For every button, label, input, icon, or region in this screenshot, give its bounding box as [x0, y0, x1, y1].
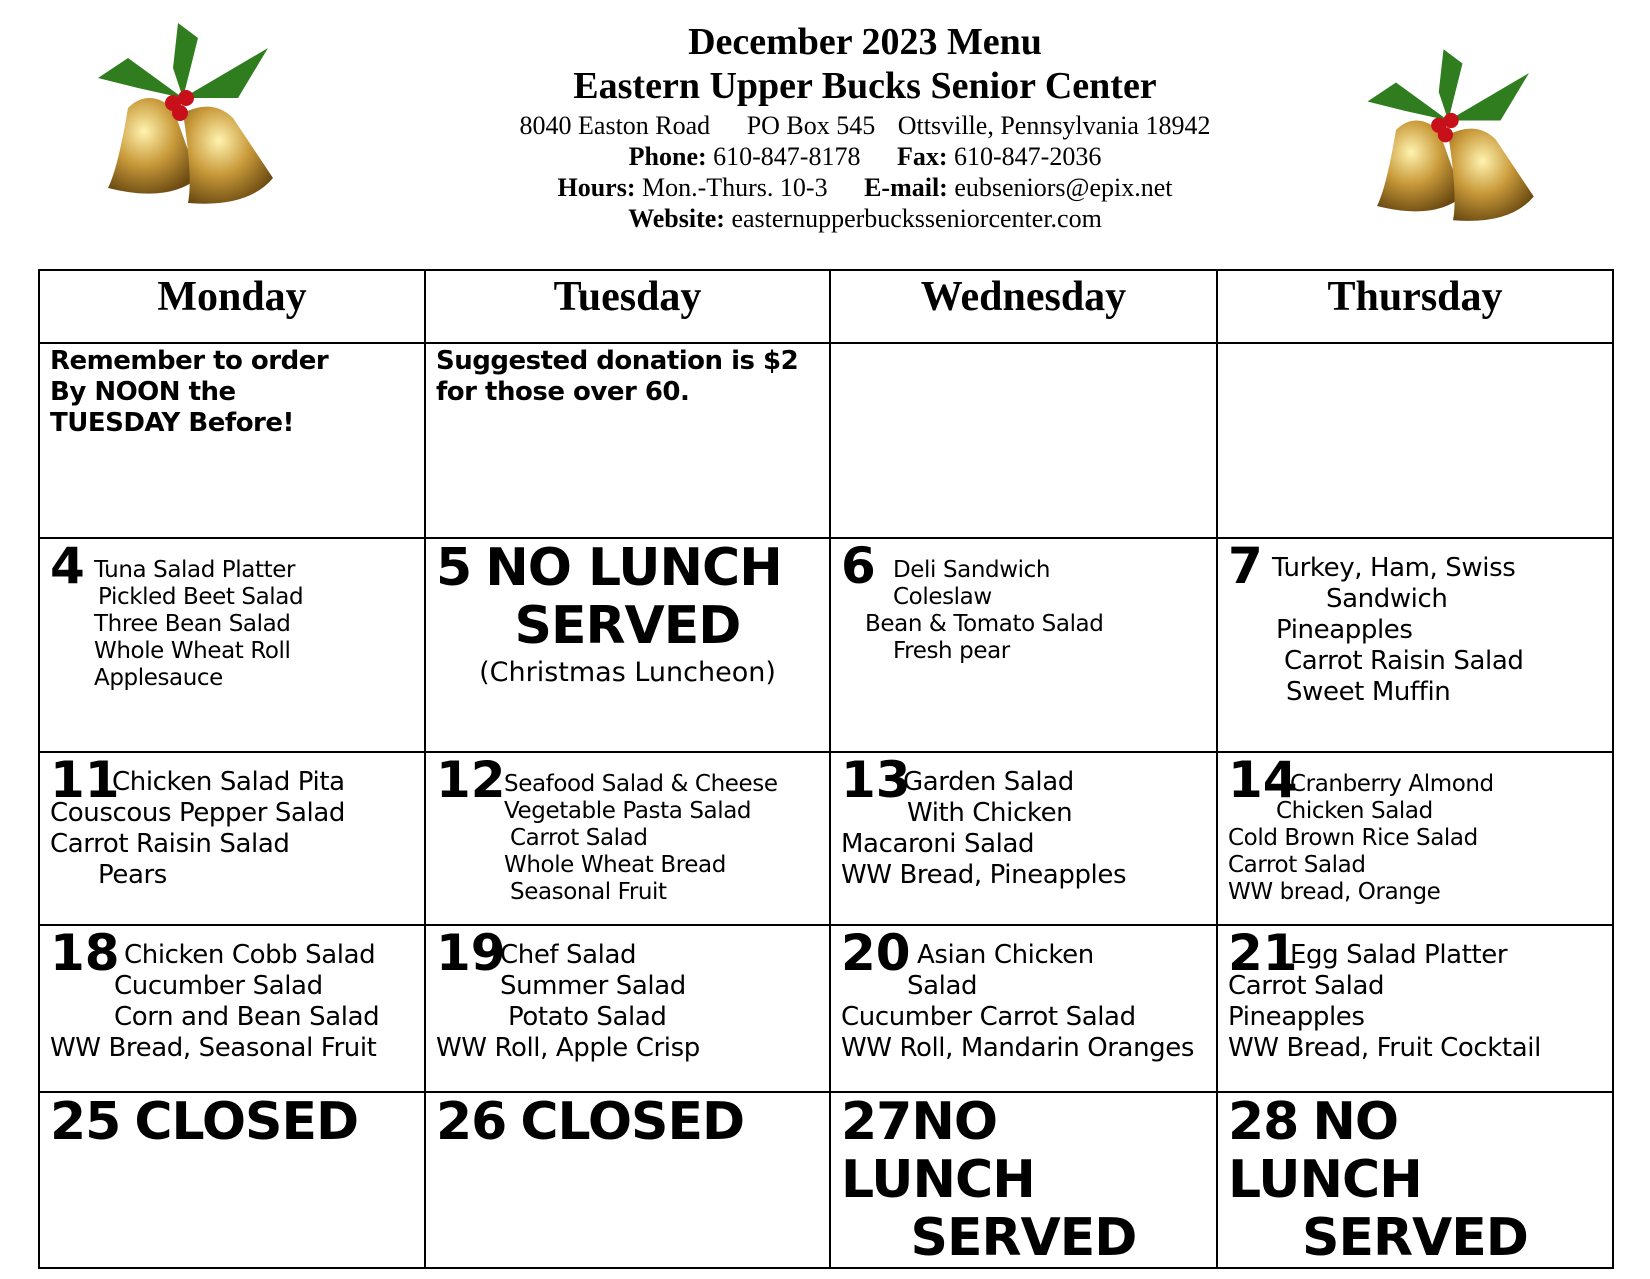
- menu-item: Pears: [98, 860, 167, 890]
- menu-item: Carrot Salad: [1228, 971, 1385, 1001]
- address: 8040 Easton Road: [519, 111, 711, 140]
- day-cell: [38, 751, 426, 926]
- day-number: 5: [436, 538, 472, 598]
- menu-item: Chicken Salad Pita: [112, 767, 345, 797]
- day-cell: [38, 1091, 426, 1269]
- day-number: 13: [841, 751, 911, 809]
- closure-text: NO LUNCH: [1228, 1092, 1422, 1210]
- phone-label: Phone:: [628, 142, 707, 171]
- closure-notice: [841, 1093, 1206, 1267]
- menu-item: WW Bread, Seasonal Fruit: [50, 1033, 377, 1063]
- menu-item: Cucumber Salad: [114, 971, 323, 1001]
- closure-notice: [1228, 1093, 1602, 1267]
- menu-item: Chef Salad: [500, 940, 637, 970]
- day-number: 4: [50, 537, 85, 595]
- menu-item: Carrot Raisin Salad: [1284, 646, 1524, 676]
- menu-items: [831, 940, 1216, 1064]
- day-number: 6: [841, 537, 876, 595]
- menu-item: Cranberry Almond: [1290, 771, 1494, 797]
- note-line: Suggested donation is $2: [436, 346, 799, 376]
- menu-calendar: [38, 269, 1612, 1279]
- day-number: 18: [50, 924, 120, 982]
- day-number: 21: [1228, 924, 1298, 982]
- closure-text: SERVED: [910, 1208, 1137, 1268]
- closure-notice: [436, 1093, 744, 1151]
- notes-cell: [1216, 342, 1614, 539]
- day-cell: [1216, 537, 1614, 753]
- menu-item: WW Bread, Fruit Cocktail: [1228, 1033, 1541, 1063]
- menu-item: Carrot Salad: [510, 825, 648, 851]
- menu-item: Carrot Raisin Salad: [50, 829, 290, 859]
- day-number: 12: [436, 751, 506, 809]
- menu-item: Applesauce: [94, 665, 223, 691]
- day-cell: [829, 924, 1218, 1093]
- email-label: E-mail:: [864, 173, 948, 202]
- menu-item: Garden Salad: [903, 767, 1074, 797]
- website-label: Website:: [628, 204, 725, 233]
- menu-item: With Chicken: [907, 798, 1073, 828]
- menu-item: Vegetable Pasta Salad: [504, 798, 752, 824]
- menu-items: [40, 940, 424, 1064]
- day-cell: [829, 1091, 1218, 1269]
- closure-text: NO LUNCH: [841, 1092, 1035, 1210]
- menu-items: [1218, 553, 1612, 708]
- day-header-tuesday: Tuesday: [424, 269, 831, 344]
- city: Ottsville, Pennsylvania 18942: [897, 111, 1211, 140]
- day-cell: [424, 751, 831, 926]
- menu-item: Coleslaw: [893, 584, 992, 610]
- closure-text: CLOSED: [520, 1092, 745, 1152]
- closure-subtext: (Christmas Luncheon): [479, 657, 776, 688]
- menu-item: WW Roll, Apple Crisp: [436, 1033, 700, 1063]
- day-cell: [829, 537, 1218, 753]
- menu-items: [426, 940, 829, 1064]
- menu-item: Carrot Salad: [1228, 852, 1366, 878]
- christmas-bells-left-icon: [88, 18, 288, 218]
- menu-item: Corn and Bean Salad: [114, 1002, 380, 1032]
- day-cell: [1216, 751, 1614, 926]
- menu-item: Whole Wheat Bread: [504, 852, 726, 878]
- day-number: 11: [50, 751, 120, 809]
- day-number: 25: [50, 1092, 121, 1152]
- day-cell: [424, 1091, 831, 1269]
- menu-item: WW bread, Orange: [1228, 879, 1441, 905]
- notes-cell: [38, 342, 426, 539]
- menu-item: Whole Wheat Roll: [94, 638, 291, 664]
- hours: Mon.-Thurs. 10-3: [641, 173, 828, 202]
- day-number: 14: [1228, 751, 1298, 809]
- note-line: Remember to order: [50, 346, 329, 376]
- day-header-wednesday: Wednesday: [829, 269, 1218, 344]
- notes-cell: [424, 342, 831, 539]
- day-number: 19: [436, 924, 506, 982]
- po-box: PO Box 545: [746, 111, 876, 140]
- menu-item: Salad: [907, 971, 978, 1001]
- menu-item: Three Bean Salad: [94, 611, 291, 637]
- menu-item: Chicken Salad: [1276, 798, 1433, 824]
- day-number: 20: [841, 924, 911, 982]
- day-number: 7: [1228, 537, 1263, 595]
- menu-items: [831, 557, 1216, 665]
- menu-item: Chicken Cobb Salad: [124, 940, 376, 970]
- menu-items: [40, 557, 424, 692]
- day-header-thursday: Thursday: [1216, 269, 1614, 344]
- closure-notice: [50, 1093, 358, 1151]
- closure-notice: [436, 539, 819, 691]
- menu-items: [426, 771, 829, 906]
- day-cell: [38, 924, 426, 1093]
- day-header-monday: Monday: [38, 269, 426, 344]
- day-number: 26: [436, 1092, 507, 1152]
- phone-line: [440, 141, 1290, 172]
- day-cell: [829, 751, 1218, 926]
- menu-item: Fresh pear: [893, 638, 1010, 664]
- menu-item: Asian Chicken: [917, 940, 1094, 970]
- hours-line: [440, 172, 1290, 203]
- menu-item: Cucumber Carrot Salad: [841, 1002, 1136, 1032]
- closure-text: CLOSED: [134, 1092, 359, 1152]
- note-line: By NOON the: [50, 377, 236, 407]
- menu-item: Tuna Salad Platter: [94, 557, 296, 583]
- menu-item: Seafood Salad & Cheese: [504, 771, 778, 797]
- menu-item: Macaroni Salad: [841, 829, 1035, 859]
- note-line: TUESDAY Before!: [50, 408, 294, 438]
- menu-item: WW Bread, Pineapples: [841, 860, 1127, 890]
- day-number: 27: [841, 1092, 912, 1152]
- menu-item: Sweet Muffin: [1286, 677, 1451, 707]
- menu-item: Turkey, Ham, Swiss: [1272, 553, 1516, 583]
- menu-item: Deli Sandwich: [893, 557, 1051, 583]
- fax-label: Fax:: [896, 142, 948, 171]
- address-line: [440, 110, 1290, 141]
- notes-cell: [829, 342, 1218, 539]
- menu-item: Sandwich: [1326, 584, 1448, 614]
- menu-item: WW Roll, Mandarin Oranges: [841, 1033, 1195, 1063]
- closure-text: SERVED: [514, 596, 741, 656]
- menu-item: Potato Salad: [508, 1002, 667, 1032]
- menu-items: [40, 767, 424, 891]
- menu-item: Bean & Tomato Salad: [865, 611, 1104, 637]
- phone: 610-847-8178: [713, 142, 861, 171]
- menu-items: [1218, 771, 1612, 906]
- menu-item: Summer Salad: [500, 971, 686, 1001]
- menu-items: [831, 767, 1216, 891]
- fax: 610-847-2036: [954, 142, 1102, 171]
- menu-item: Seasonal Fruit: [510, 879, 667, 905]
- day-cell: [38, 537, 426, 753]
- org-name: Eastern Upper Bucks Senior Center: [573, 65, 1157, 107]
- day-cell: [424, 924, 831, 1093]
- hours-label: Hours:: [557, 173, 636, 202]
- website-line: [440, 203, 1290, 234]
- day-cell: [1216, 1091, 1614, 1269]
- day-cell: [424, 537, 831, 753]
- menu-item: Pineapples: [1276, 615, 1413, 645]
- menu-items: [1218, 940, 1612, 1064]
- note-line: for those over 60.: [436, 377, 690, 407]
- menu-item: Pickled Beet Salad: [98, 584, 304, 610]
- day-number: 28: [1228, 1092, 1299, 1152]
- christmas-bells-right-icon: [1358, 42, 1548, 237]
- email-link[interactable]: eubseniors@epix.net: [954, 173, 1173, 202]
- page-title: December 2023 Menu: [688, 21, 1042, 63]
- closure-text: SERVED: [1302, 1208, 1528, 1268]
- website-link[interactable]: easternupperbucksseniorcenter.com: [731, 204, 1102, 233]
- day-cell: [1216, 924, 1614, 1093]
- menu-item: Egg Salad Platter: [1290, 940, 1508, 970]
- menu-item: Pineapples: [1228, 1002, 1365, 1032]
- menu-item: Cold Brown Rice Salad: [1228, 825, 1478, 851]
- closure-text: NO LUNCH: [485, 538, 782, 598]
- menu-item: Couscous Pepper Salad: [50, 798, 345, 828]
